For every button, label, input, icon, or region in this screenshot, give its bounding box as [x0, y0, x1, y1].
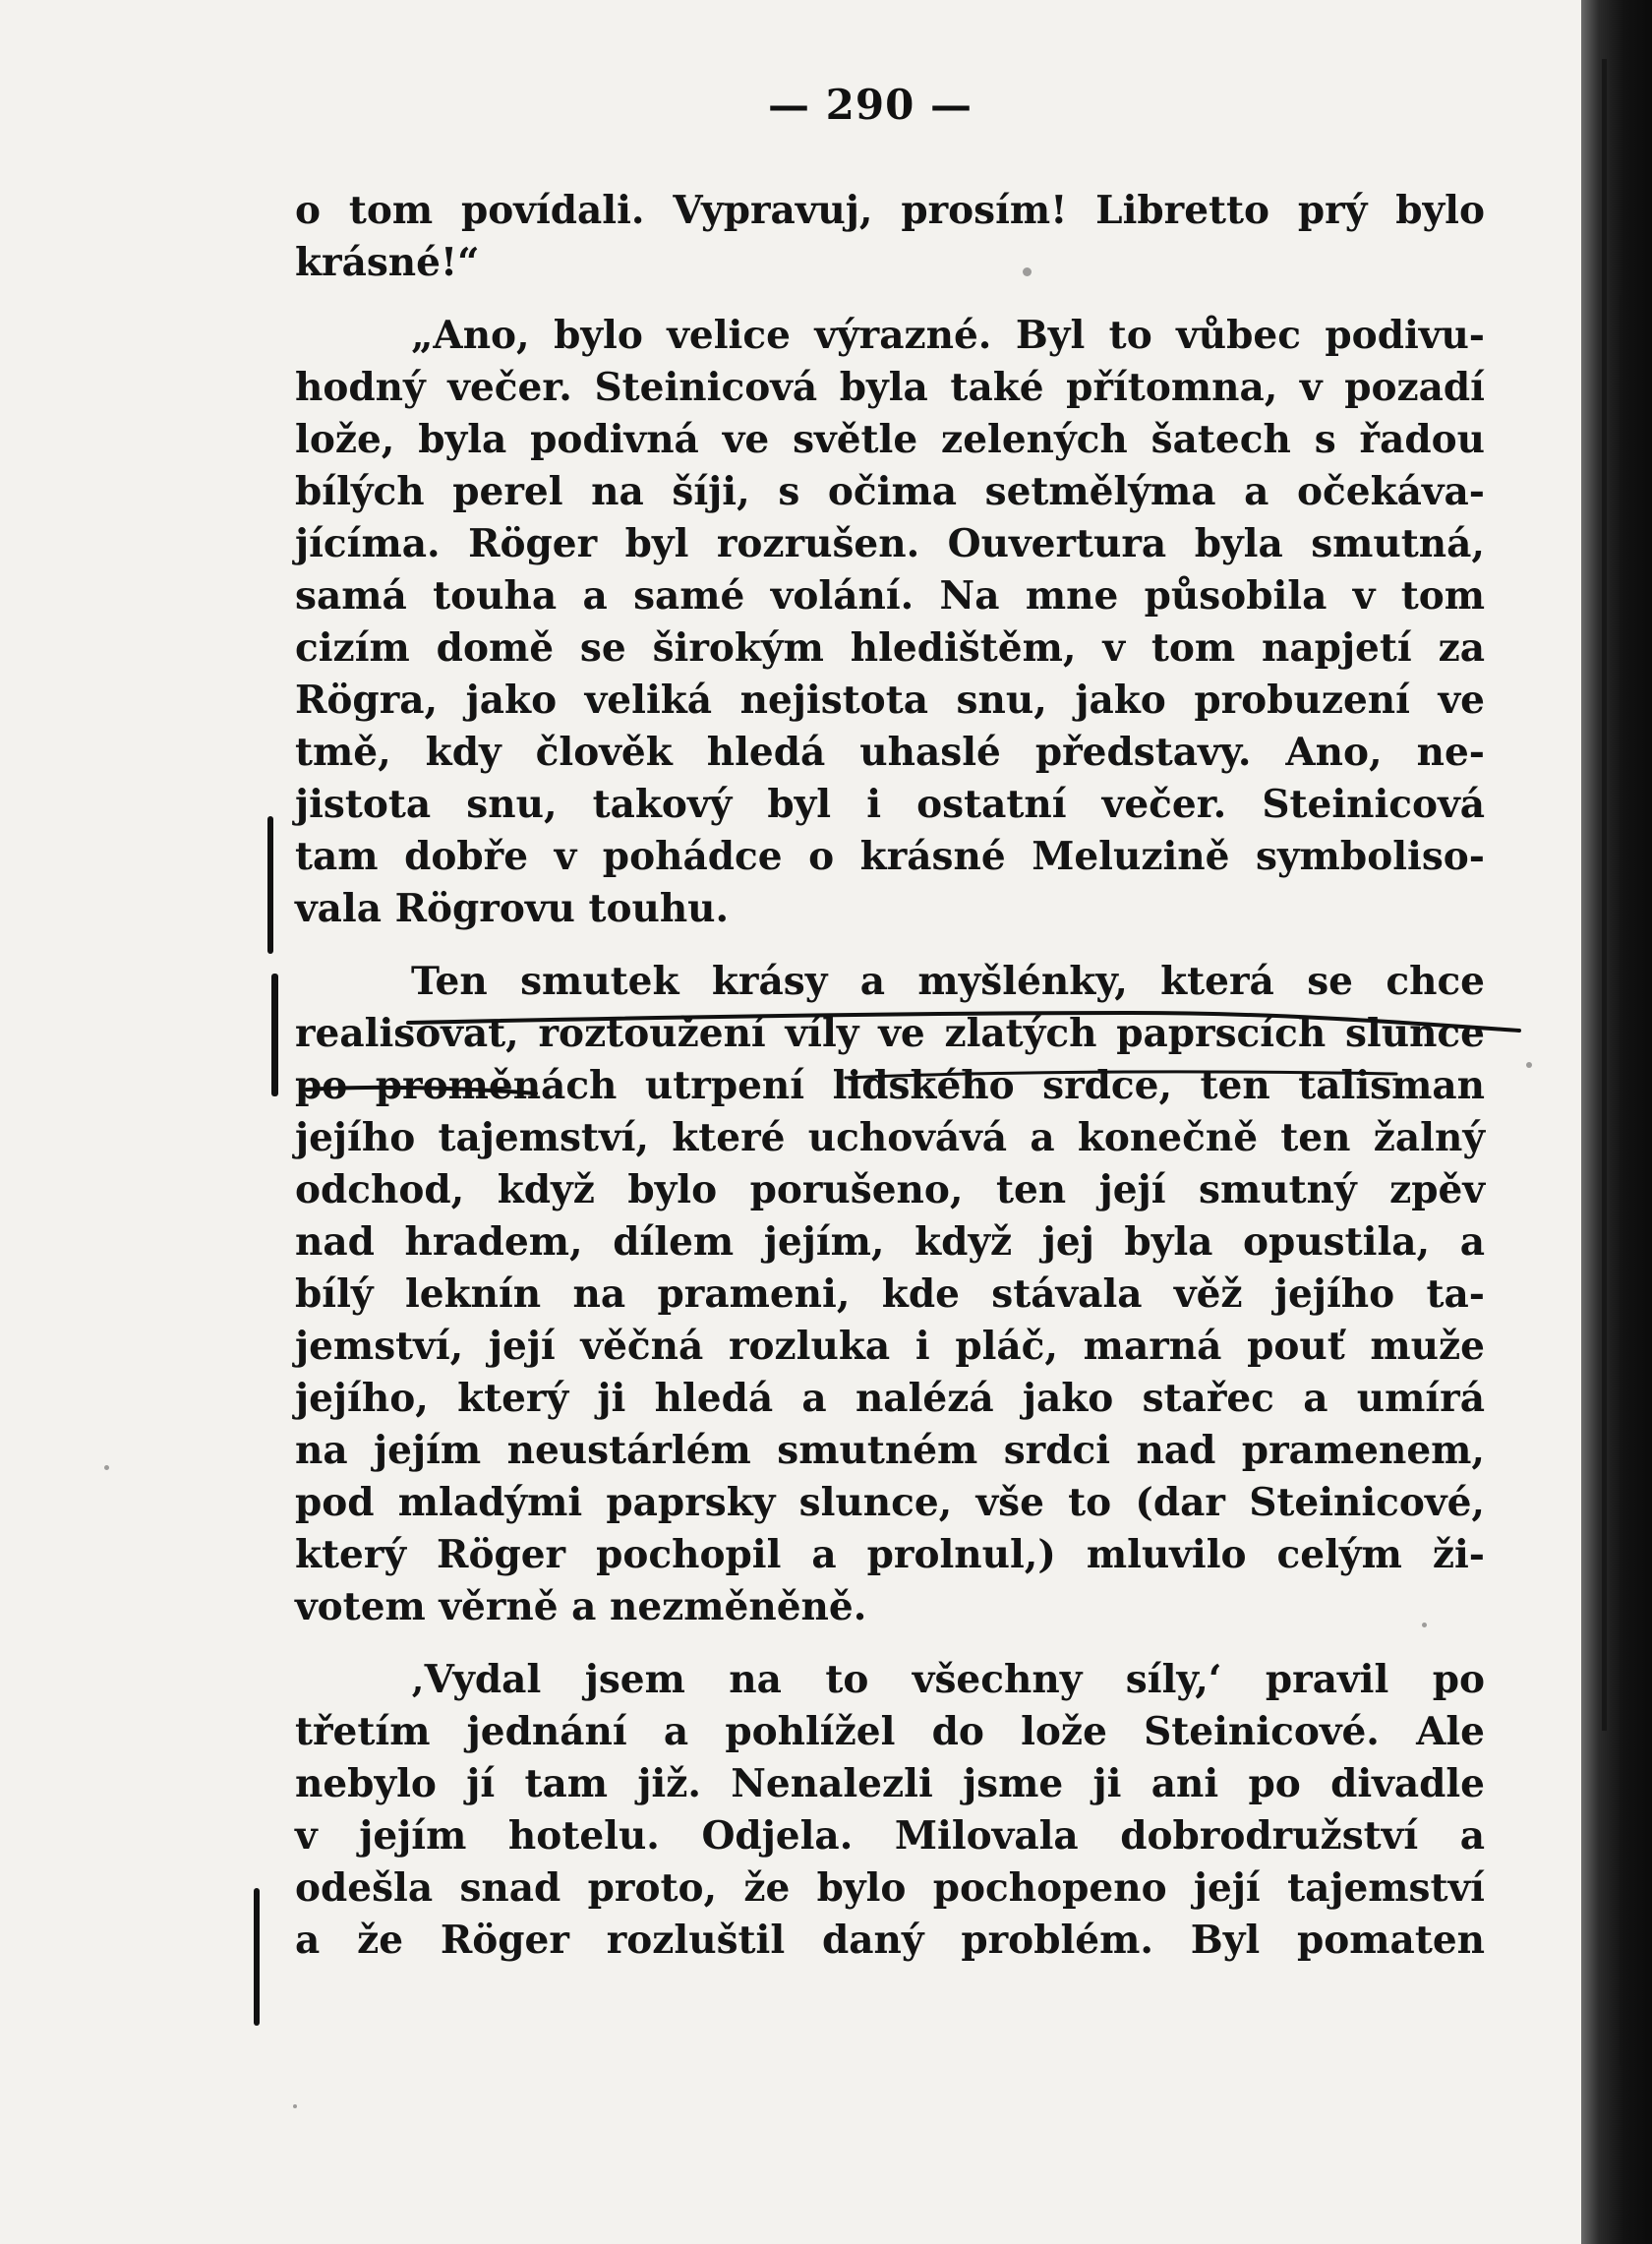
scan-speck	[104, 1465, 109, 1470]
margin-pencil-mark	[271, 974, 278, 1096]
margin-pencil-mark	[267, 816, 273, 954]
text-line: po proměnách utrpení lidského srdce, ten talisman	[295, 1063, 1485, 1108]
text-line: ‚Vydal jsem na to všechny síly,‘ pravil po	[411, 1657, 1485, 1702]
body-text	[295, 185, 1485, 1967]
text-line: jícíma. Röger byl rozrušen. Ouvertura byla smutná,	[295, 521, 1485, 566]
text-line: nad hradem, dílem jejím, když jej byla opustila, a	[295, 1219, 1485, 1265]
text-line: realisovat, roztoužení víly ve zlatých paprscích slunce	[295, 1011, 1485, 1056]
scan-speck	[1422, 1623, 1427, 1627]
text-line: jemství, její věčná rozluka i pláč, marná pouť muže	[295, 1324, 1485, 1369]
paragraph-1	[295, 185, 1485, 289]
scan-speck	[1526, 1062, 1532, 1068]
binding-edge	[1602, 59, 1607, 1731]
text-line: krásné!“	[295, 240, 480, 285]
text-line: Ten smutek krásy a myšlénky, která se chce	[411, 959, 1485, 1004]
text-line: cizím domě se širokým hledištěm, v tom napjetí za	[295, 625, 1485, 671]
text-line: a že Röger rozluštil daný problém. Byl pomaten	[295, 1918, 1485, 1963]
text-line: samá touha a samé volání. Na mne působila v tom	[295, 573, 1485, 619]
text-line: odešla snad proto, že bylo pochopeno její tajemství	[295, 1865, 1485, 1911]
text-line: tam dobře v pohádce o krásné Meluzině symboliso-	[295, 834, 1485, 879]
scan-speck	[293, 2104, 297, 2108]
text-line: v jejím hotelu. Odjela. Milovala dobrodružství a	[295, 1813, 1485, 1859]
text-line: bílý leknín na prameni, kde stávala věž jejího ta-	[295, 1271, 1485, 1317]
text-line: Rögra, jako veliká nejistota snu, jako probuzení ve	[295, 678, 1485, 723]
page-number: — 290 —	[768, 81, 973, 129]
text-line: na jejím neustárlém smutném srdci nad pramenem,	[295, 1428, 1485, 1473]
paragraph-4	[295, 1654, 1485, 1967]
text-line: bílých perel na šíji, s očima setmělýma a očekáva-	[295, 469, 1485, 514]
text-line: jejího, který ji hledá a nalézá jako stařec a umírá	[295, 1376, 1485, 1421]
text-line: nebylo jí tam již. Nenalezli jsme ji ani po divadle	[295, 1761, 1485, 1806]
paragraph-2	[295, 310, 1485, 935]
margin-pencil-mark	[254, 1888, 260, 2026]
text-line: o tom povídali. Vypravuj, prosím! Libretto prý bylo	[295, 188, 1485, 233]
binding-edge	[1620, 295, 1622, 2065]
text-line: „Ano, bylo velice výrazné. Byl to vůbec podivu-	[411, 313, 1485, 358]
text-line: pod mladými paprsky slunce, vše to (dar Steinicové,	[295, 1480, 1485, 1525]
binding-gutter	[1581, 0, 1652, 2244]
paragraph-3	[295, 956, 1485, 1633]
scan-speck	[1023, 267, 1032, 276]
text-line: vala Rögrovu touhu.	[295, 886, 730, 931]
text-line: jejího tajemství, které uchovává a konečně ten žalný	[295, 1115, 1485, 1160]
text-line: hodný večer. Steinicová byla také přítomna, v pozadí	[295, 365, 1485, 410]
text-line: který Röger pochopil a prolnul,) mluvilo celým ži-	[295, 1532, 1485, 1577]
text-line: třetím jednání a pohlížel do lože Steinicové. Ale	[295, 1709, 1485, 1754]
text-line: odchod, když bylo porušeno, ten její smutný zpěv	[295, 1167, 1485, 1212]
text-line: votem věrně a nezměněně.	[295, 1584, 867, 1629]
text-line: lože, byla podivná ve světle zelených šatech s řadou	[295, 417, 1485, 462]
text-line: jistota snu, takový byl i ostatní večer. Steinicová	[295, 782, 1485, 827]
text-line: tmě, kdy člověk hledá uhaslé představy. Ano, ne-	[295, 730, 1485, 775]
